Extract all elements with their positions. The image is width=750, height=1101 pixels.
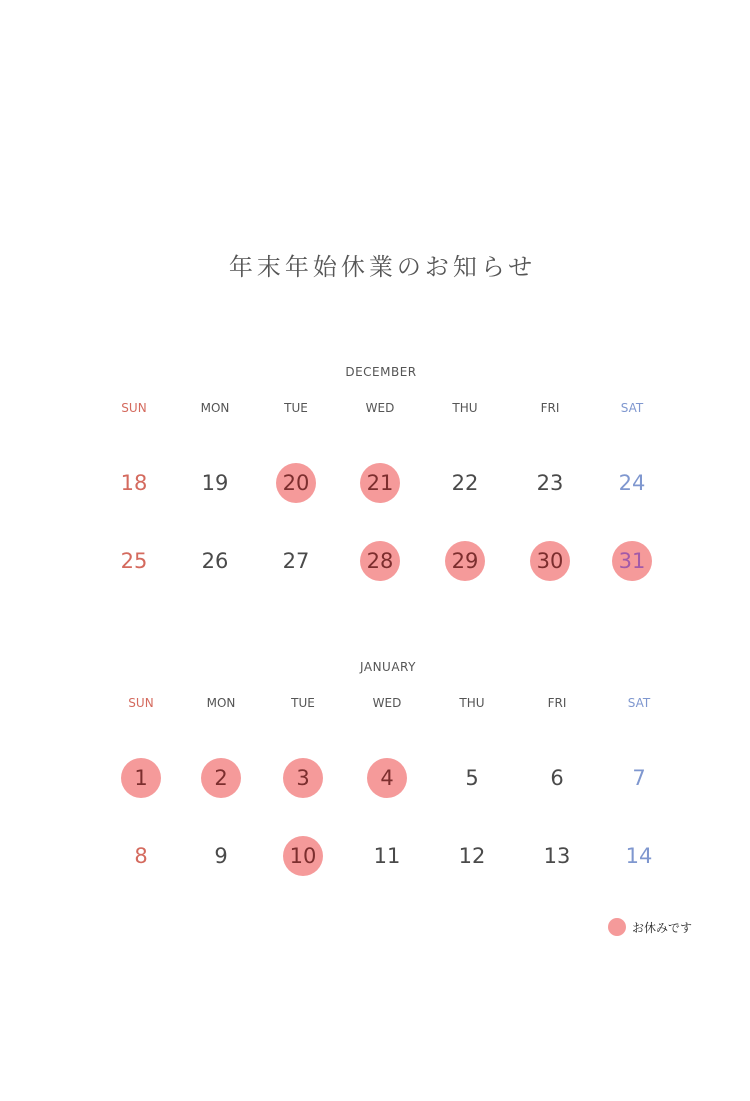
month-label-january: JANUARY [360,660,416,674]
day-cell: 11 [373,844,401,868]
day-cell-holiday: 20 [276,463,316,503]
weekday-sun: SUN [128,696,154,710]
day-cell: 14 [625,844,653,868]
day-cell: 26 [201,549,229,573]
page-title: 年末年始休業のお知らせ [228,253,537,281]
day-cell: 18 [120,471,148,495]
day-cell: 12 [458,844,486,868]
weekday-mon: MON [200,401,230,415]
day-cell: 19 [201,471,229,495]
day-cell-holiday: 1 [121,758,161,798]
day-cell-holiday: 2 [201,758,241,798]
weekday-fri: FRI [540,401,560,415]
weekday-tue: TUE [284,401,308,415]
day-cell: 27 [282,549,310,573]
day-cell: 6 [550,766,564,790]
day-cell: 8 [134,844,148,868]
day-cell-holiday: 30 [530,541,570,581]
day-cell: 24 [618,471,646,495]
weekday-sat: SAT [620,401,644,415]
day-cell: 25 [120,549,148,573]
weekday-sun: SUN [121,401,147,415]
weekday-sat: SAT [627,696,651,710]
day-cell-holiday: 29 [445,541,485,581]
day-cell: 7 [632,766,646,790]
day-cell-holiday: 21 [360,463,400,503]
legend [608,918,692,936]
weekday-fri: FRI [547,696,567,710]
day-cell-holiday: 4 [367,758,407,798]
day-cell-holiday: 3 [283,758,323,798]
day-cell-holiday: 31 [612,541,652,581]
day-cell: 5 [465,766,479,790]
day-cell: 13 [543,844,571,868]
day-cell: 22 [451,471,479,495]
weekday-wed: WED [372,696,402,710]
weekday-wed: WED [365,401,395,415]
weekday-mon: MON [206,696,236,710]
holiday-dot-icon [608,918,626,936]
weekday-thu: THU [452,401,478,415]
day-cell: 23 [536,471,564,495]
month-label-december: DECEMBER [345,365,417,379]
weekday-tue: TUE [291,696,315,710]
legend-label: お休みです [632,920,693,935]
day-cell: 9 [214,844,228,868]
weekday-thu: THU [459,696,485,710]
day-cell-holiday: 10 [283,836,323,876]
day-cell-holiday: 28 [360,541,400,581]
